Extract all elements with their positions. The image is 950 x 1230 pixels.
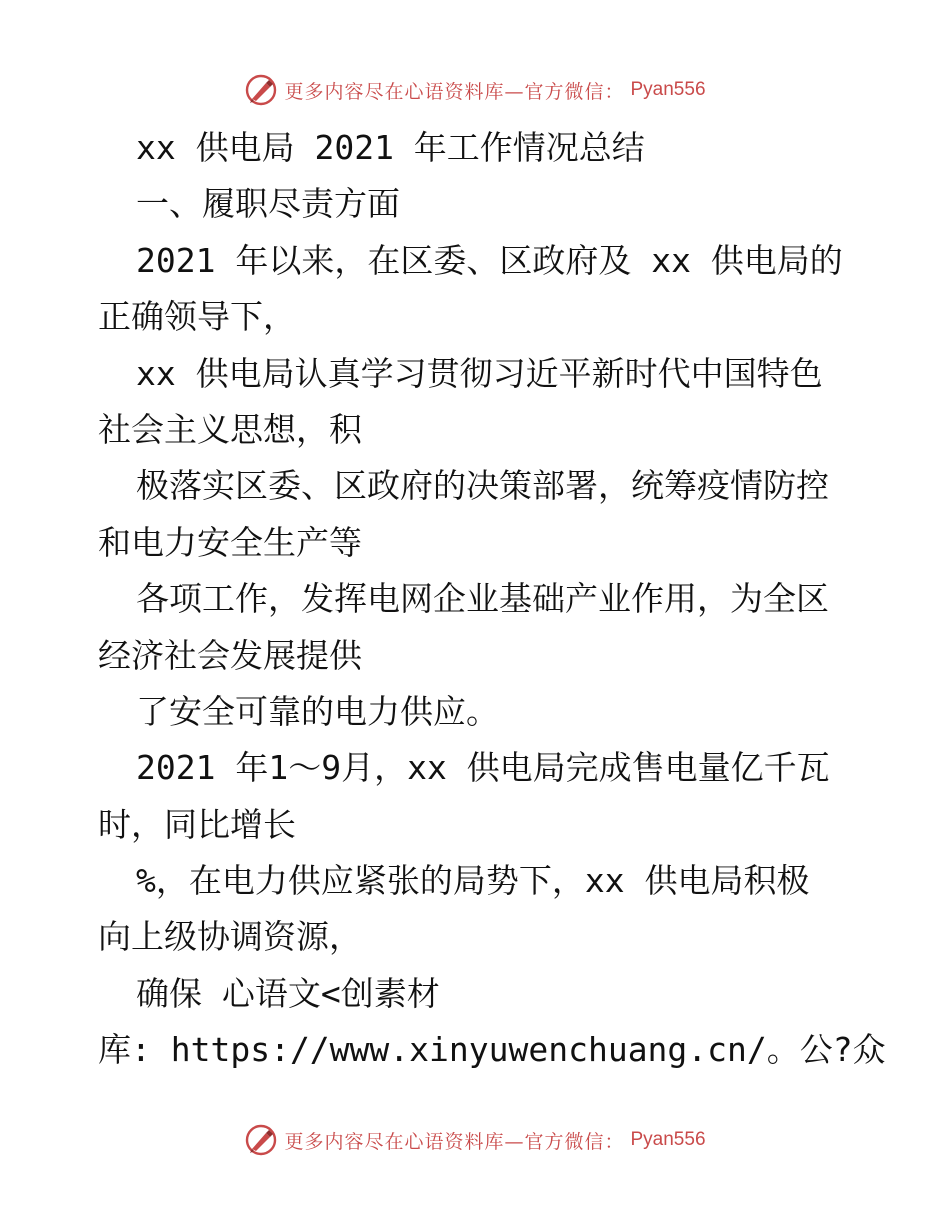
watermark-contact: Pyan556 [630, 79, 706, 100]
watermark-text: 更多内容尽在心语资料库—官方微信： [284, 80, 625, 103]
paragraph-line: 和电力安全生产等 [98, 522, 362, 562]
paragraph-line: 向上级协调资源， [98, 917, 362, 957]
pen-logo-icon [244, 1123, 278, 1157]
pen-logo-icon [244, 73, 278, 107]
document-title: xx 供电局 2021 年工作情况总结 [136, 128, 645, 167]
watermark-text: 更多内容尽在心语资料库—官方微信： [284, 1130, 625, 1153]
paragraph-line: 2021 年以来，在区委、区政府及 xx 供电局的 [136, 240, 843, 280]
paragraph-line: 极落实区委、区政府的决策部署，统筹疫情防控 [136, 466, 829, 506]
paragraph-line: 库: https://www.xinyuwenchuang.cn/。公?众 [98, 1030, 886, 1070]
watermark-contact: Pyan556 [630, 1129, 706, 1150]
paragraph-line: 确保 心语文<创素材 [136, 973, 440, 1013]
paragraph-line: %，在电力供应紧张的局势下，xx 供电局积极 [136, 861, 810, 901]
header-watermark [0, 70, 950, 110]
paragraph-line: 2021 年1～9月，xx 供电局完成售电量亿千瓦 [136, 748, 830, 788]
paragraph-line: xx 供电局认真学习贯彻习近平新时代中国特色 [136, 353, 823, 393]
paragraph-line: 各项工作，发挥电网企业基础产业作用，为全区 [136, 579, 829, 619]
paragraph-line: 社会主义思想，积 [98, 409, 362, 449]
paragraph-line: 了安全可靠的电力供应。 [136, 691, 499, 731]
footer-watermark [0, 1120, 950, 1160]
paragraph-line: 正确领导下， [98, 297, 296, 337]
section-heading: 一、履职尽责方面 [136, 184, 400, 224]
document-body [98, 120, 886, 1079]
paragraph-line: 经济社会发展提供 [98, 635, 362, 675]
paragraph-line: 时，同比增长 [98, 804, 296, 844]
